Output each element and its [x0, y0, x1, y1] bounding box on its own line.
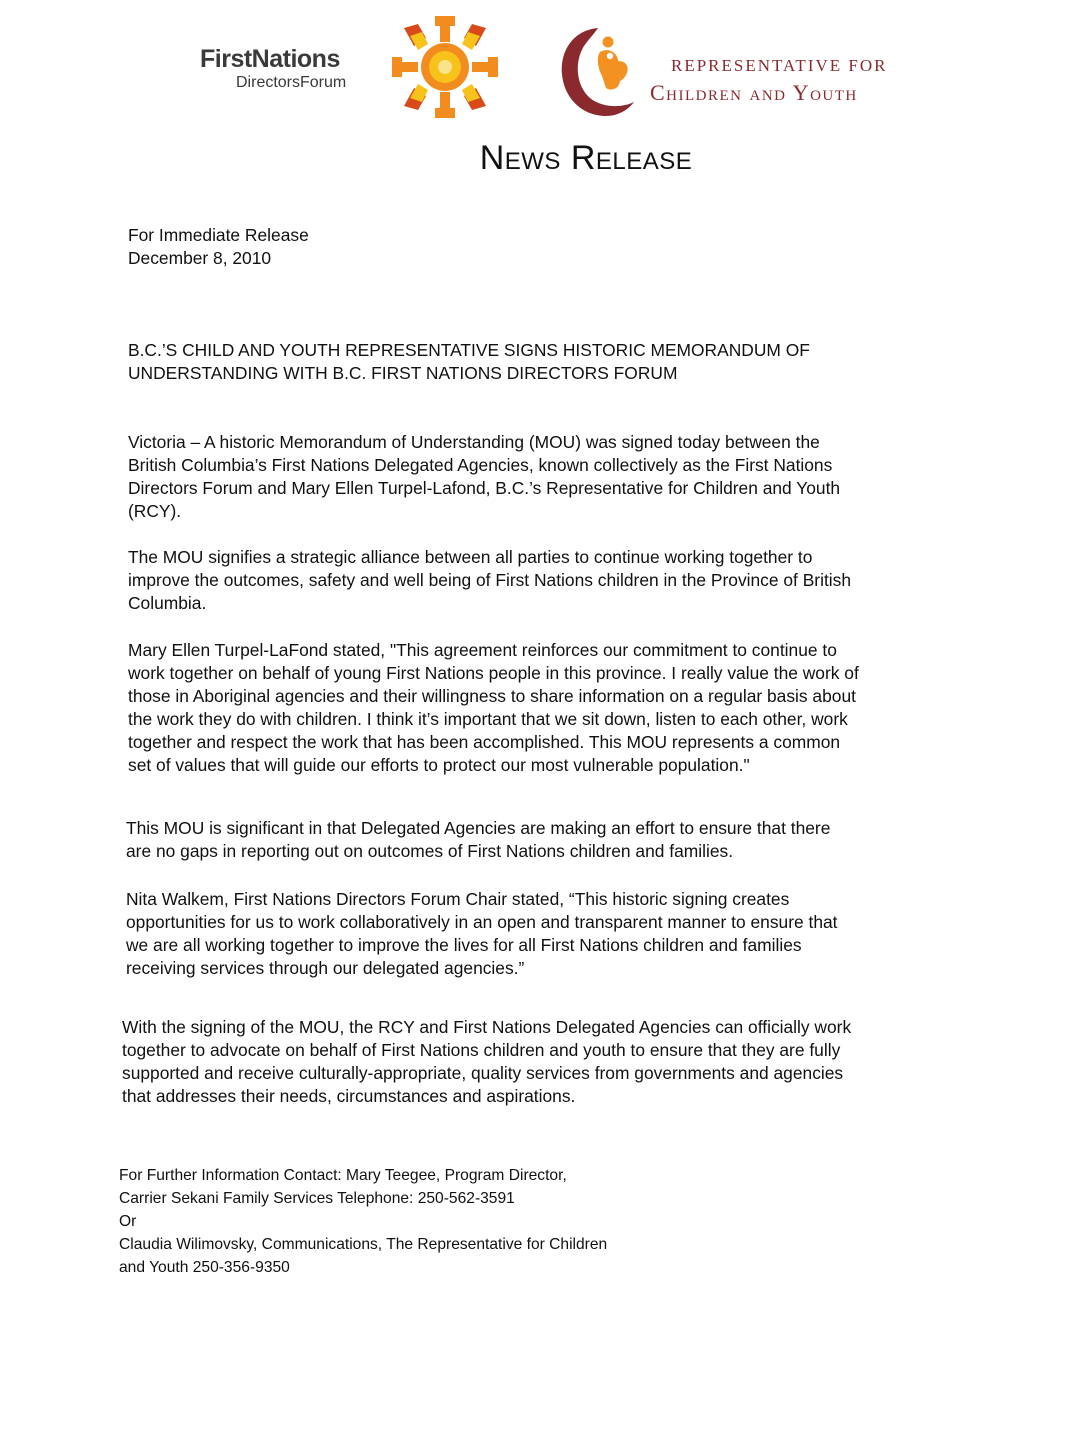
paragraph-line: set of values that will guide our efforts to protect our most vulnerable population."	[128, 755, 750, 775]
paragraph-line: the work they do with children. I think it’s important that we sit down, listen to each other, work	[128, 709, 848, 729]
rcy-figure-icon	[558, 22, 638, 120]
contact-line: For Further Information Contact: Mary Teegee, Program Director,	[119, 1167, 567, 1184]
representative-children-youth-logo	[558, 22, 908, 122]
paragraph-line: Victoria – A historic Memorandum of Understanding (MOU) was signed today between the	[128, 432, 820, 452]
headline-line: UNDERSTANDING WITH B.C. FIRST NATIONS DIRECTORS FORUM	[128, 363, 678, 383]
paragraph-line: Columbia.	[128, 593, 207, 613]
rcy-logo-line-2: Children and Youth	[650, 80, 858, 105]
contact-line: Or	[119, 1213, 137, 1230]
paragraph-line: With the signing of the MOU, the RCY and First Nations Delegated Agencies can officially work	[122, 1017, 852, 1037]
paragraph-line: together to advocate on behalf of First Nations children and youth to ensure that they are fully	[122, 1040, 841, 1060]
paragraph-line: Nita Walkem, First Nations Directors Forum Chair stated, “This historic signing creates	[126, 889, 790, 909]
release-info	[128, 224, 528, 270]
paragraph-line: Directors Forum and Mary Ellen Turpel-Lafond, B.C.’s Representative for Children and Youth	[128, 478, 841, 498]
paragraph-significance	[126, 817, 956, 863]
paragraph-line: Mary Ellen Turpel-LaFond stated, "This agreement reinforces our commitment to continue to	[128, 640, 837, 660]
paragraph-intro	[128, 431, 958, 523]
fn-logo-line-1: FirstNations	[200, 45, 340, 73]
paragraph-line: (RCY).	[128, 501, 182, 521]
sun-emblem-icon	[390, 14, 500, 120]
paragraph-line: together and respect the work that has been accomplished. This MOU represents a common	[128, 732, 841, 752]
paragraph-conclusion	[122, 1016, 958, 1108]
release-status: For Immediate Release	[128, 225, 309, 245]
paragraph-walkem-quote	[126, 888, 956, 980]
paragraph-line: that addresses their needs, circumstances and aspirations.	[122, 1086, 576, 1106]
headline-line: B.C.’S CHILD AND YOUTH REPRESENTATIVE SIGNS HISTORIC MEMORANDUM OF	[128, 340, 810, 360]
paragraph-line: The MOU signifies a strategic alliance between all parties to continue working together to	[128, 547, 813, 567]
paragraph-line: we are all working together to improve the lives for all First Nations children and families	[126, 935, 802, 955]
paragraph-line: those in Aboriginal agencies and their willingness to share information on a regular basis about	[128, 686, 856, 706]
paragraph-line: This MOU is significant in that Delegated Agencies are making an effort to ensure that there	[126, 818, 831, 838]
contact-line: and Youth 250-356-9350	[119, 1259, 290, 1276]
paragraph-line: British Columbia’s First Nations Delegated Agencies, known collectively as the First Nations	[128, 455, 833, 475]
paragraph-line: supported and receive culturally-appropriate, quality services from governments and agencies	[122, 1063, 844, 1083]
contact-information	[119, 1164, 719, 1279]
paragraph-alliance	[128, 546, 958, 615]
paragraph-line: improve the outcomes, safety and well being of First Nations children in the Province of British	[128, 570, 852, 590]
paragraph-line: receiving services through our delegated agencies.”	[126, 958, 525, 978]
paragraph-line: work together on behalf of young First Nations people in this province. I really value the work of	[128, 663, 859, 683]
paragraph-turpel-lafond-quote	[128, 639, 958, 777]
paragraph-line: are no gaps in reporting out on outcomes of First Nations children and families.	[126, 841, 734, 861]
rcy-logo-line-1: REPRESENTATIVE FOR	[671, 56, 888, 75]
first-nations-directors-forum-logo	[200, 14, 500, 120]
page-title: News Release	[479, 139, 693, 177]
paragraph-line: opportunities for us to work collaboratively in an open and transparent manner to ensure that	[126, 912, 838, 932]
contact-line: Claudia Wilimovsky, Communications, The Representative for Children	[119, 1236, 608, 1253]
fn-logo-line-2: DirectorsForum	[236, 74, 347, 91]
release-date: December 8, 2010	[128, 248, 272, 268]
headline	[128, 339, 948, 385]
contact-line: Carrier Sekani Family Services Telephone: 250-562-3591	[119, 1190, 515, 1207]
